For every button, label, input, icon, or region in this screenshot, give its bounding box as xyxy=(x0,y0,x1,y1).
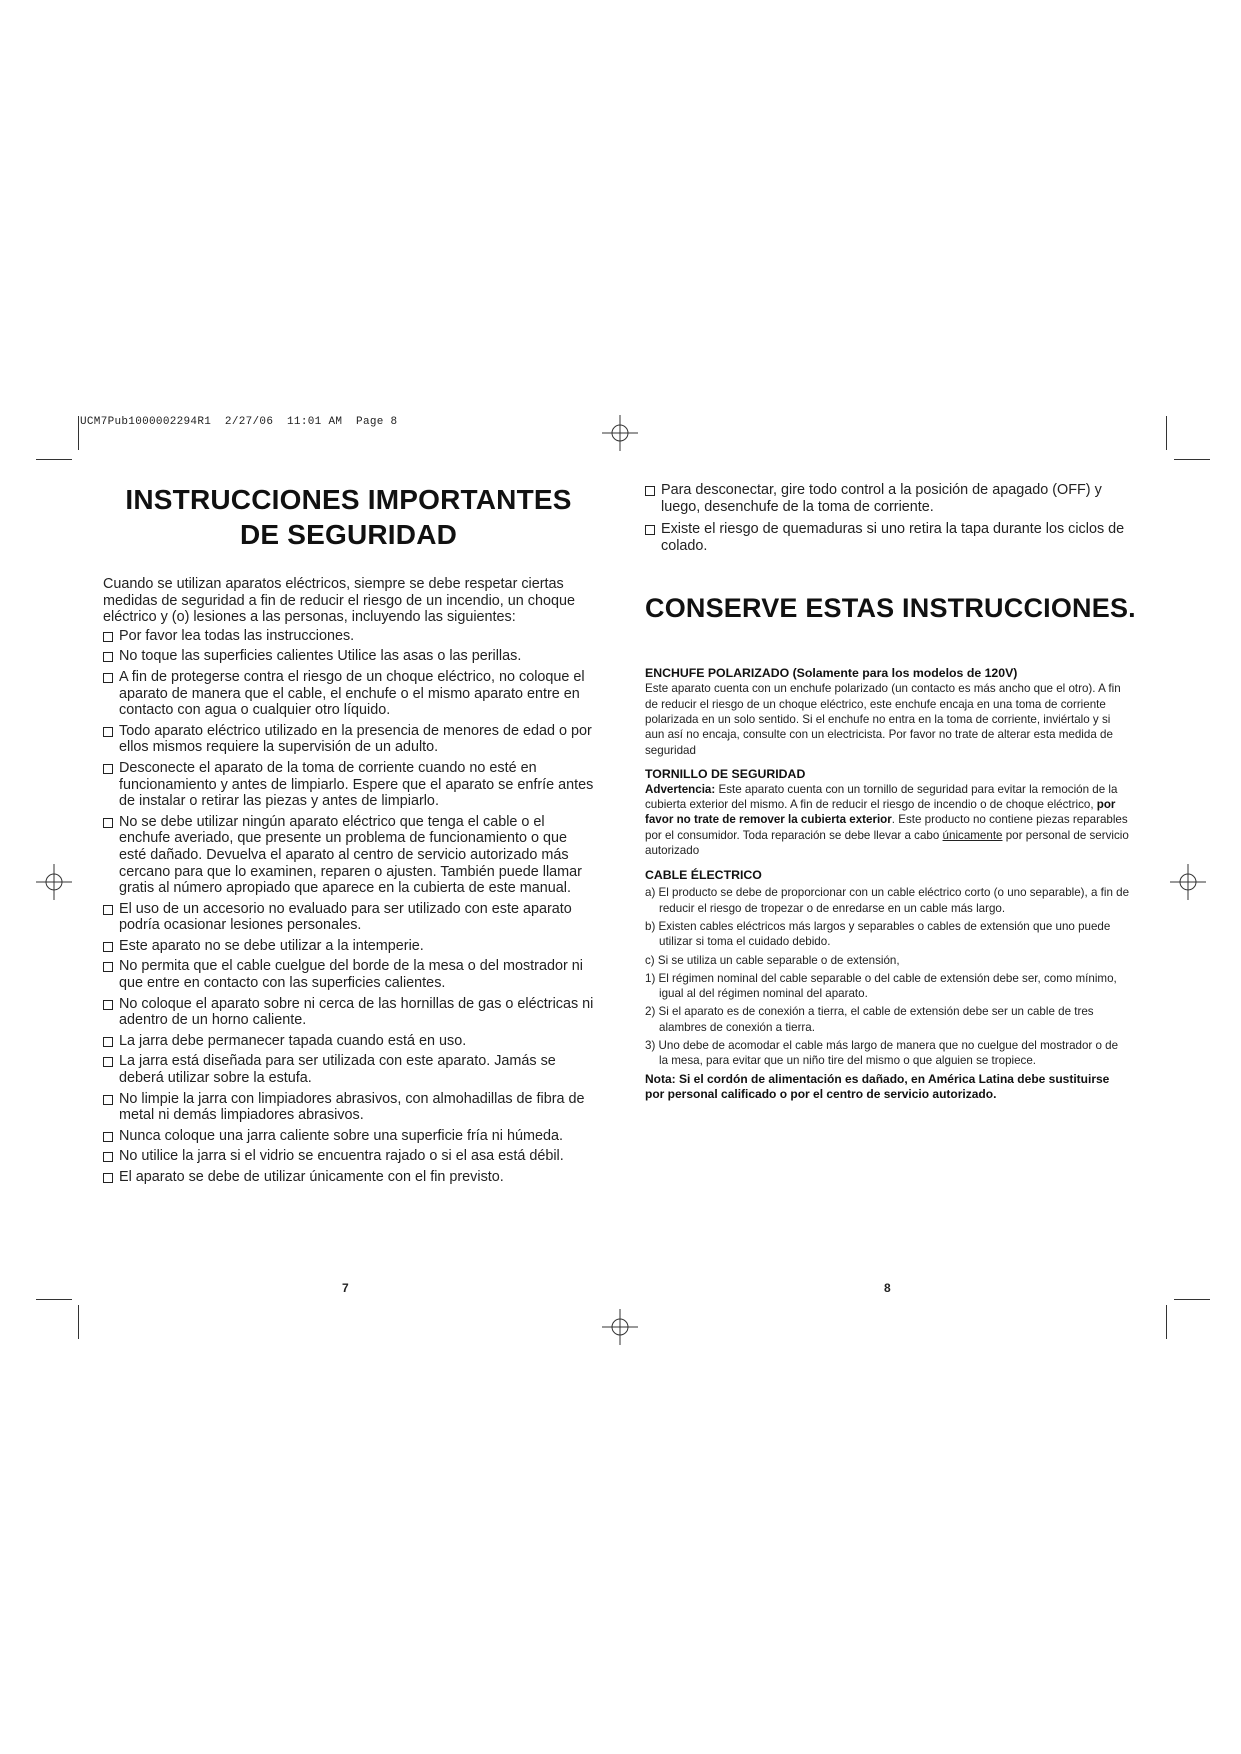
crop-mark xyxy=(36,1299,72,1300)
crop-mark xyxy=(1174,1299,1210,1300)
title-line: INSTRUCCIONES IMPORTANTES xyxy=(125,484,572,515)
page-number-right: 8 xyxy=(884,1281,891,1295)
enchufe-section xyxy=(645,666,1130,757)
section-heading: CABLE ÉLECTRICO xyxy=(645,868,762,883)
checkbox-icon xyxy=(103,652,113,662)
crop-mark xyxy=(78,416,79,450)
checkbox-icon xyxy=(103,962,113,972)
list-item: No permita que el cable cuelgue del borde de la mesa o del mostrador ni que entre en contacto con las superficies calientes. xyxy=(103,958,594,991)
list-item: Este aparato no se debe utilizar a la intemperie. xyxy=(103,938,594,955)
cable-section xyxy=(645,868,1130,1102)
checkbox-icon xyxy=(103,942,113,952)
list-item: Existe el riesgo de quemaduras si uno retira la tapa durante los ciclos de colado. xyxy=(645,521,1130,554)
checkbox-icon xyxy=(103,1095,113,1105)
crop-mark xyxy=(78,1305,79,1339)
list-item: a) El producto se debe de proporcionar con un cable eléctrico corto (o uno separable), a fin de reducir el riesgo de tropezar o de enredarse en un cable más largo. xyxy=(645,886,1130,915)
page-number-left: 7 xyxy=(342,1281,349,1295)
page-title xyxy=(103,482,594,552)
intro-paragraph: Cuando se utilizan aparatos eléctricos, siempre se debe respetar ciertas medidas de seguridad a fin de reducir el riesgo de un incendio, un choque eléctrico y (o) lesiones a las personas, incluyendo las siguientes: xyxy=(103,576,576,626)
registration-mark-icon xyxy=(1168,862,1208,902)
right-page xyxy=(645,482,1136,1103)
list-item: El uso de un accesorio no evaluado para ser utilizado con este aparato podría ocasionar lesiones personales. xyxy=(103,901,594,934)
safety-list xyxy=(103,628,594,1186)
list-item: 3) Uno debe de acomodar el cable más largo de manera que no cuelgue del mostrador o de la mesa, para evitar que un niño tire del mismo o que alguien se tropiece. xyxy=(645,1039,1119,1068)
safety-list-continued xyxy=(645,482,1130,554)
checkbox-icon xyxy=(103,764,113,774)
cable-list xyxy=(645,885,1130,1068)
list-item: No utilice la jarra si el vidrio se encuentra rajado o si el asa está débil. xyxy=(103,1148,594,1165)
print-slug: UCM7Pub1000002294R1 2/27/06 11:01 AM Page 8 xyxy=(80,416,398,428)
list-item: No coloque el aparato sobre ni cerca de las hornillas de gas o eléctricas ni adentro de un horno caliente. xyxy=(103,996,594,1029)
checkbox-icon xyxy=(645,525,655,535)
checkbox-icon xyxy=(103,818,113,828)
checkbox-icon xyxy=(103,1057,113,1067)
list-item: Nunca coloque una jarra caliente sobre una superficie fría ni húmeda. xyxy=(103,1128,594,1145)
checkbox-icon xyxy=(103,727,113,737)
list-item: Para desconectar, gire todo control a la posición de apagado (OFF) y luego, desenchufe de la toma de corriente. xyxy=(645,482,1130,515)
list-item: Desconecte el aparato de la toma de corriente cuando no esté en funcionamiento y antes de limpiarlo. Espere que el aparato se enfríe antes de instalar o retirar las piezas y antes de limpiarlo. xyxy=(103,760,594,810)
note-text: Nota: Si el cordón de alimentación es dañado, en América Latina debe sustituirse por personal calificado o por el centro de servicio autorizado. xyxy=(645,1071,1110,1102)
list-item: No toque las superficies calientes Utilice las asas o las perillas. xyxy=(103,648,594,665)
title-line: DE SEGURIDAD xyxy=(239,519,458,550)
registration-mark-icon xyxy=(600,1307,640,1347)
list-item: Todo aparato eléctrico utilizado en la presencia de menores de edad o por ellos mismos requiere la supervisión de un adulto. xyxy=(103,723,594,756)
list-item: No se debe utilizar ningún aparato eléctrico que tenga el cable o el enchufe averiado, que presente un problema de funcionamiento o que esté dañado. Devuelva el aparato al centro de servicio autorizado más cercano para que lo examinen, reparen o ajusten. También puede llamar gratis al número apropiado que aparece en la cubierta de este manual. xyxy=(103,814,594,897)
section-body: Este aparato cuenta con un enchufe polarizado (un contacto es más ancho que el otro). A fin de reducir el riesgo de un choque eléctrico, este enchufe encaja en una toma de corriente polarizada en un solo sentido. Si el enchufe no entra en la toma de corriente, inviértalo y si aun así no encaja, consulte con un electricista. Por favor no trate de alterar esta medida de seguridad xyxy=(645,682,1121,757)
checkbox-icon xyxy=(103,1132,113,1142)
conserve-heading: CONSERVE ESTAS INSTRUCCIONES. xyxy=(645,593,1136,624)
checkbox-icon xyxy=(103,1173,113,1183)
list-item: La jarra está diseñada para ser utilizada con este aparato. Jamás se deberá utilizar sobre la estufa. xyxy=(103,1053,594,1086)
checkbox-icon xyxy=(645,486,655,496)
checkbox-icon xyxy=(103,673,113,683)
section-heading: ENCHUFE POLARIZADO (Solamente para los modelos de 120V) xyxy=(645,666,1018,681)
list-item: A fin de protegerse contra el riesgo de un choque eléctrico, no coloque el aparato de manera que el cable, el enchufe o el mismo aparato entre en contacto con agua o cualquier otro líquido. xyxy=(103,669,594,719)
list-item: Por favor lea todas las instrucciones. xyxy=(103,628,594,645)
list-item: 2) Si el aparato es de conexión a tierra, el cable de extensión debe ser un cable de tres alambres de conexión a tierra. xyxy=(645,1005,1094,1034)
crop-mark xyxy=(36,459,72,460)
checkbox-icon xyxy=(103,905,113,915)
crop-mark xyxy=(1174,459,1210,460)
registration-mark-icon xyxy=(600,413,640,453)
list-item: La jarra debe permanecer tapada cuando está en uso. xyxy=(103,1033,594,1050)
checkbox-icon xyxy=(103,1152,113,1162)
list-item: No limpie la jarra con limpiadores abrasivos, con almohadillas de fibra de metal ni demás limpiadores abrasivos. xyxy=(103,1091,594,1124)
crop-mark xyxy=(1166,1305,1167,1339)
checkbox-icon xyxy=(103,1000,113,1010)
list-item: El aparato se debe de utilizar únicamente con el fin previsto. xyxy=(103,1169,594,1186)
section-heading: TORNILLO DE SEGURIDAD xyxy=(645,766,806,781)
section-body: Advertencia: Este aparato cuenta con un tornillo de seguridad para evitar la remoción de la cubierta exterior del mismo. A fin de reducir el riesgo de incendio o de choque eléctrico, por favor no trate de remover la cubierta exterior. Este producto no contiene piezas reparables por el consumidor. Toda reparación se debe llevar a cabo únicamente por personal de servicio autorizado xyxy=(645,782,1129,858)
tornillo-section xyxy=(645,767,1130,858)
registration-mark-icon xyxy=(34,862,74,902)
warning-label: Advertencia: xyxy=(645,782,716,796)
crop-mark xyxy=(1166,416,1167,450)
checkbox-icon xyxy=(103,632,113,642)
list-item: c) Si se utiliza un cable separable o de extensión, xyxy=(645,953,900,967)
list-item: b) Existen cables eléctricos más largos y separables o cables de extensión que uno puede utilizar si toma el cuidado debido. xyxy=(645,919,1111,949)
left-page xyxy=(103,482,594,1190)
checkbox-icon xyxy=(103,1037,113,1047)
list-item: 1) El régimen nominal del cable separable o del cable de extensión debe ser, como mínimo, igual al del régimen nominal del aparato. xyxy=(645,971,1117,1001)
